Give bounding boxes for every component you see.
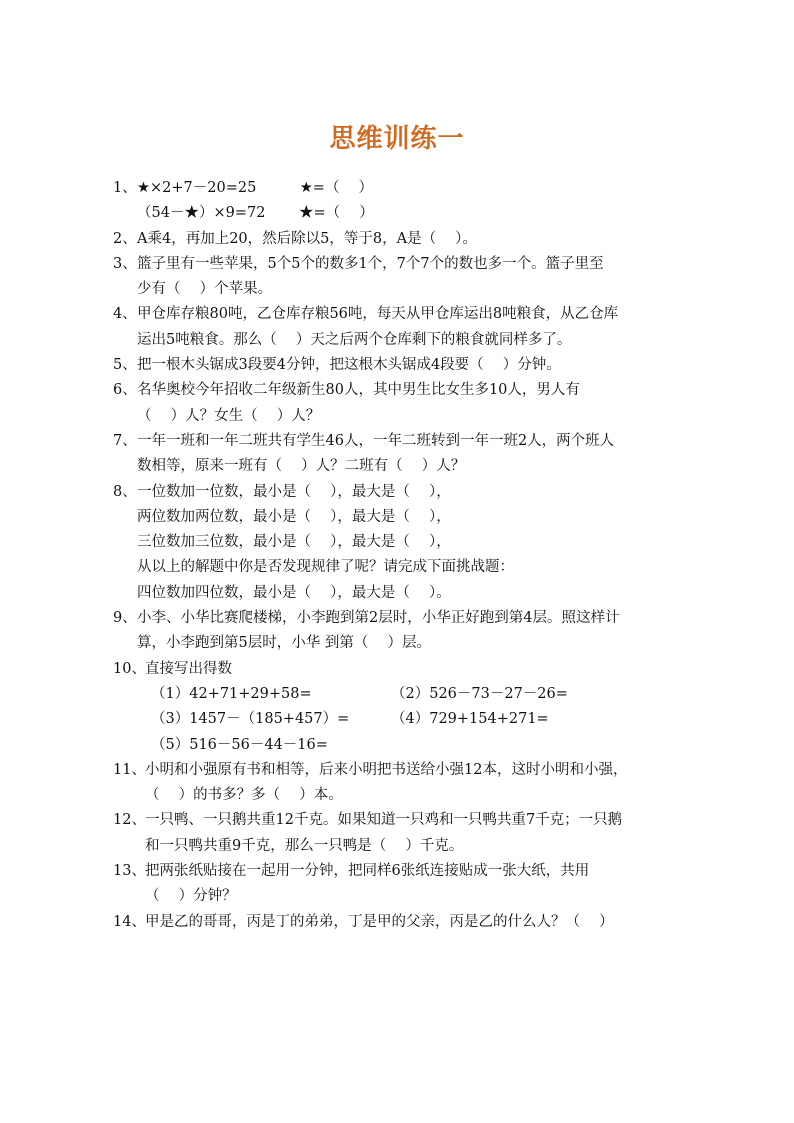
calculation-item: （4）729+154+271= [391,711,549,728]
question-number: 13、 [113,863,146,880]
question-text-line: 运出5吨粮食。那么（ ）天之后两个仓库剩下的粮食就同样多了。 [137,331,572,348]
question-number: 4、 [113,306,137,323]
question-14 [113,910,693,935]
question-text-line: 名华奥校今年招收二年级新生80人，其中男生比女生多10人，男人有 [137,382,580,399]
question-4 [113,302,693,353]
question-text-line: 一年一班和一年二班共有学生46人，一年二班转到一年一班2人，两个班人 [137,432,615,449]
question-number: 14、 [113,913,146,930]
question-text-line: ★×2+7－20=25 ★=（ ） [137,180,374,196]
question-7 [113,429,693,480]
question-text-line: （ ）分钟？ [145,888,237,905]
question-number: 11、 [113,761,146,778]
question-text-line: 把两张纸贴接在一起用一分钟，把同样6张纸连接贴成一张大纸，共用 [145,863,590,880]
question-text-line: 篮子里有一些苹果，5个5个的数多1个，7个7个的数也多一个。篮子里至 [137,255,604,272]
question-text-line: 甲仓库存粮80吨，乙仓库存粮56吨，每天从甲仓库运出8吨粮食，从乙仓库 [137,306,619,323]
question-number: 10、 [113,660,146,677]
question-12 [113,808,693,859]
calculation-item: （1）42+71+29+58= [151,685,312,702]
question-3 [113,252,693,303]
question-9 [113,606,693,657]
question-text-line: 一只鸭、一只鹅共重12千克。如果知道一只鸡和一只鸭共重7千克；一只鹅 [145,812,623,829]
question-number: 5、 [113,357,137,374]
question-text-line: 甲是乙的哥哥，丙是丁的弟弟，丁是甲的父亲，丙是乙的什么人？（ ） [145,913,614,930]
question-11 [113,758,693,809]
question-2 [113,227,693,252]
question-text-line: 两位数加两位数，最小是（ ），最大是（ ）， [137,508,451,525]
question-number: 9、 [113,610,137,627]
calculation-item: （3）1457－（185+457）= [151,711,350,728]
calculation-items [145,682,693,758]
question-number: 7、 [113,432,137,449]
question-text-line: 小李、小华比赛爬楼梯，小李跑到第2层时，小华正好跑到第4层。照这样计 [137,610,620,627]
question-text-line: （ ）的书多？多（ ）本。 [145,787,343,804]
question-text-line: （ ）人？女生（ ）人？ [137,407,321,424]
question-number: 2、 [113,230,137,247]
question-text-line: 少有（ ）个苹果。 [137,281,273,298]
question-text-line: 小明和小强原有书和相等，后来小明把书送给小强12本，这时小明和小强， [145,761,628,778]
question-text-line: 算，小李跑到第5层时，小华 到第（ ）层。 [137,635,431,652]
question-1 [113,176,693,227]
question-13 [113,859,693,910]
question-text-line: 从以上的解题中你是否发现规律了呢？请完成下面挑战题： [137,559,514,576]
question-10 [113,657,693,758]
page-title: 思维训练一 [329,124,465,154]
question-text-line: 四位数加四位数，最小是（ ），最大是（ ）。 [137,584,451,601]
question-number: 1、 [113,180,137,196]
question-text-line: 数相等，原来一班有（ ）人？二班有（ ）人？ [137,458,466,475]
question-text-line: 把一根木头锯成3段要4分钟，把这根木头锯成4段要（ ）分钟。 [137,357,561,374]
question-text-line: （54－★）×9=72 ★=（ ） [137,205,374,222]
question-number: 12、 [113,812,146,829]
calculation-item: （5）516－56－44－16= [151,736,328,753]
question-8 [113,480,693,606]
question-number: 6、 [113,382,137,399]
question-text-line: 直接写出得数 [145,660,232,677]
question-5 [113,353,693,378]
question-text-line: A乘4，再加上20，然后除以5，等于8，A是（ ）。 [137,230,477,247]
calculation-item: （2）526－73－27－26= [391,685,568,702]
question-number: 8、 [113,483,137,500]
question-list [113,176,693,935]
question-text-line: 三位数加三位数，最小是（ ），最大是（ ）， [137,534,451,551]
question-text-line: 和一只鸭共重9千克，那么一只鸭是（ ）千克。 [145,837,464,854]
question-6 [113,378,693,429]
question-text-line: 一位数加一位数，最小是（ ），最大是（ ）， [137,483,451,500]
question-number: 3、 [113,255,137,272]
